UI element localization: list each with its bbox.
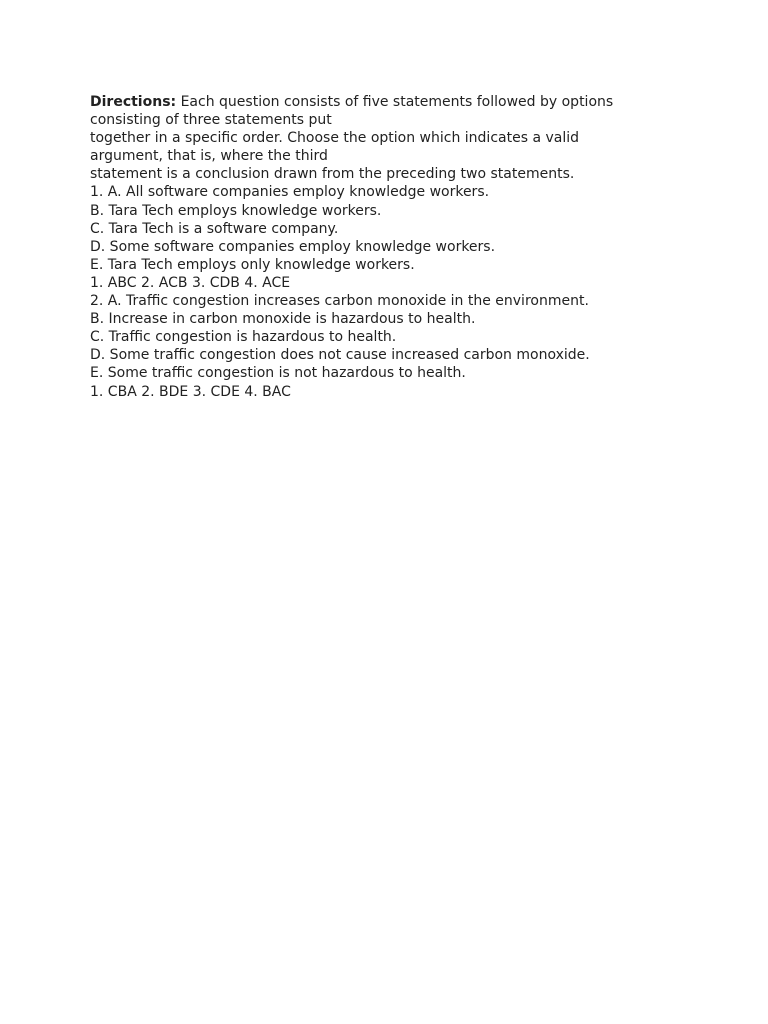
question-2-statement-b: B. Increase in carbon monoxide is hazardous to health. [90,311,476,328]
question-1-statement-e: E. Tara Tech employs only knowledge workers. [90,256,415,273]
text-line: argument, that is, where the third [90,148,328,165]
question-2-statement-c: C. Traffic congestion is hazardous to health. [90,329,397,346]
text-line: together in a specific order. Choose the option which indicates a valid [90,130,580,147]
question-2-options: 1. CBA 2. BDE 3. CDE 4. BAC [90,383,291,400]
text-line: consisting of three statements put [90,112,332,129]
question-1-statement-b: B. Tara Tech employs knowledge workers. [90,202,382,219]
text-line: statement is a conclusion drawn from the preceding two statements. [90,166,575,183]
question-2-statement-a: 2. A. Traffic congestion increases carbon monoxide in the environment. [90,293,589,310]
directions-text: Each question consists of five statements followed by options [176,94,614,110]
document-page [90,93,760,401]
question-1-statement-c: C. Tara Tech is a software company. [90,220,339,237]
question-1-options: 1. ABC 2. ACB 3. CDB 4. ACE [90,274,291,291]
question-2-statement-e: E. Some traffic congestion is not hazardous to health. [90,365,466,382]
directions-label: Directions: [90,94,177,110]
question-1-statement-d: D. Some software companies employ knowledge workers. [90,238,496,255]
question-1-statement-a: 1. A. All software companies employ knowledge workers. [90,184,490,201]
question-2-statement-d: D. Some traffic congestion does not cause increased carbon monoxide. [90,347,590,364]
directions-line [90,93,760,111]
